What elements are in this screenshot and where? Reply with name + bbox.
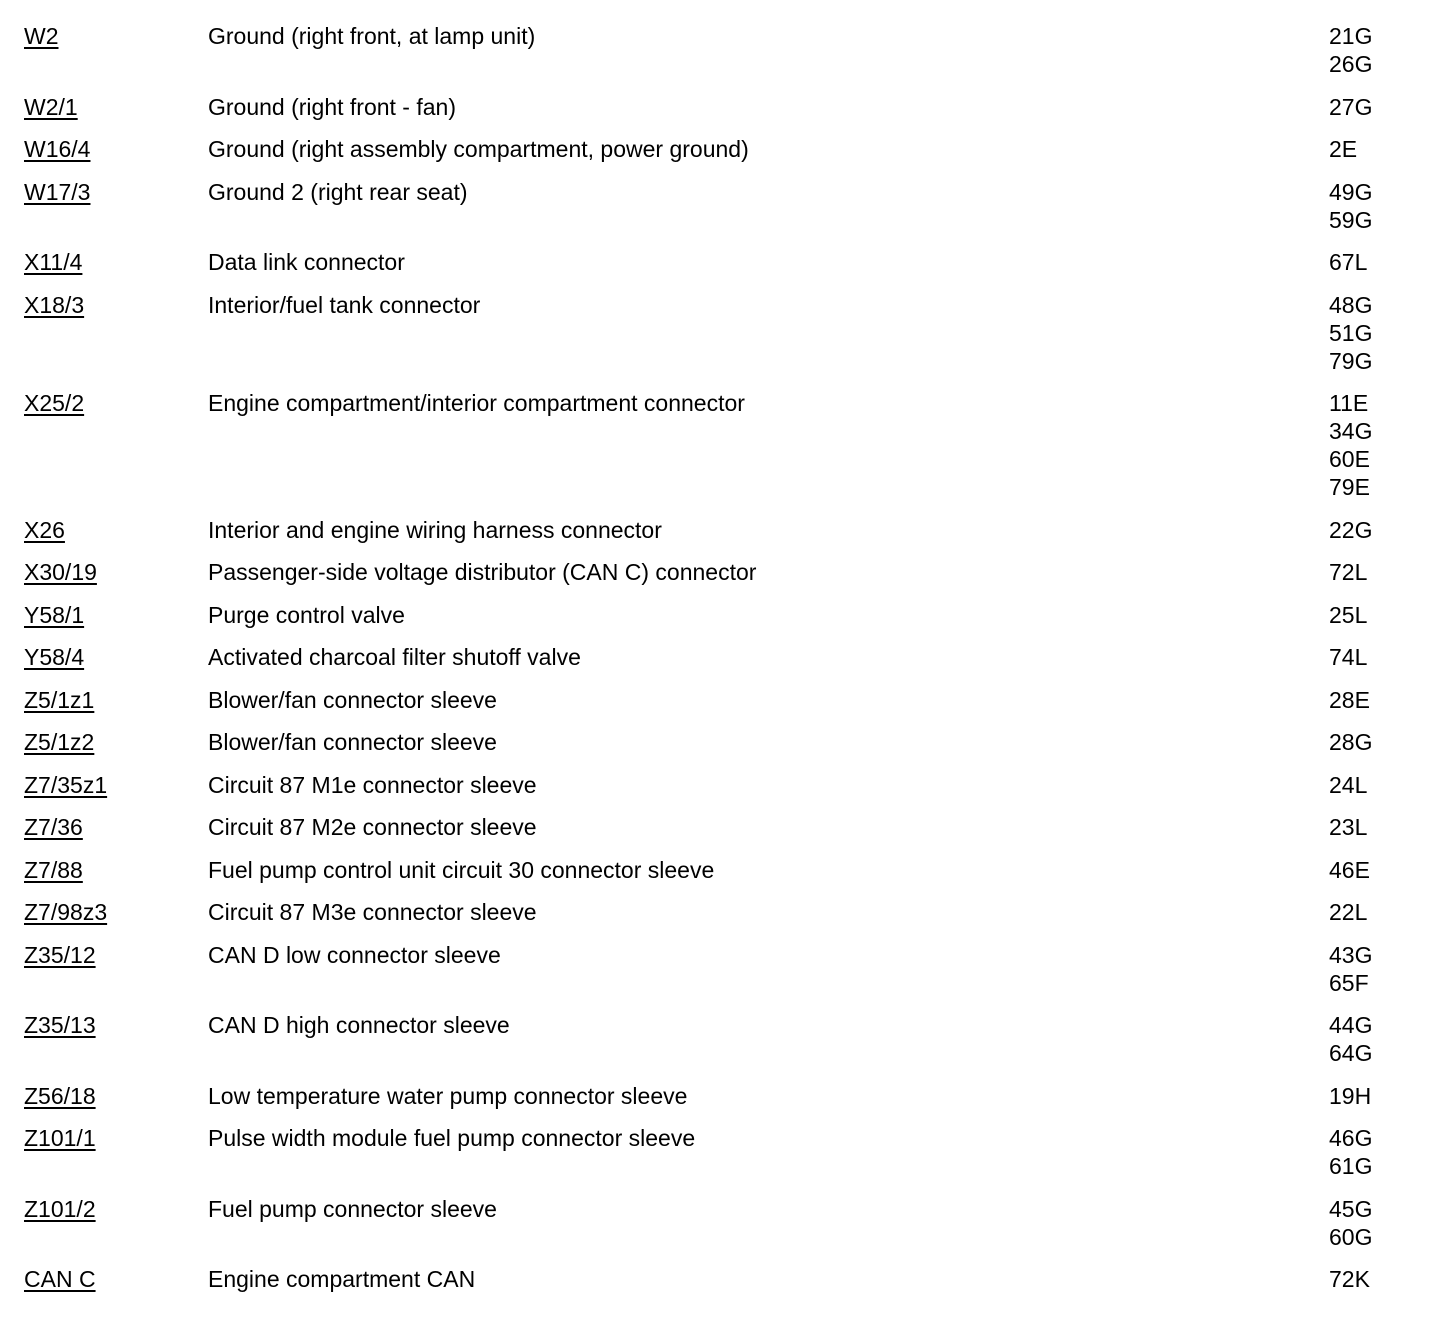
legend-row (0, 1124, 1440, 1180)
legend-row (0, 813, 1440, 841)
grid-reference: 79G (1329, 347, 1373, 374)
grid-reference: 46E (1329, 856, 1370, 883)
grid-reference: 72L (1329, 559, 1368, 585)
grid-reference: 27G (1329, 93, 1373, 120)
component-description: Purge control valve (208, 601, 405, 628)
component-code-cell (0, 248, 208, 276)
grid-reference: 64G (1329, 1040, 1373, 1066)
legend-row (0, 558, 1440, 586)
component-code-cell (0, 178, 208, 206)
component-code-link[interactable]: Z7/88 (24, 856, 83, 883)
grid-reference: 74L (1329, 644, 1368, 670)
legend-row (0, 898, 1440, 926)
component-code-link[interactable]: X11/4 (24, 249, 83, 275)
component-description: Engine compartment/interior compartment connector (208, 390, 745, 416)
component-code-link[interactable]: CAN C (24, 1266, 96, 1292)
component-description: Blower/fan connector sleeve (208, 729, 497, 755)
component-code-link[interactable]: Y58/1 (24, 601, 85, 628)
legend-row (0, 291, 1440, 375)
legend-row (0, 601, 1440, 629)
grid-reference: 60G (1329, 1223, 1373, 1250)
grid-reference: 11E (1329, 390, 1369, 416)
grid-reference: 79E (1329, 474, 1370, 500)
grid-reference-list (1329, 93, 1372, 121)
component-code-cell (0, 22, 208, 50)
legend-row (0, 686, 1440, 714)
grid-reference: 21G (1329, 23, 1373, 49)
component-code-link[interactable]: X18/3 (24, 291, 85, 318)
grid-reference: 72K (1329, 1266, 1370, 1292)
component-code-link[interactable]: Z5/1z2 (24, 729, 95, 755)
component-description: Blower/fan connector sleeve (208, 686, 497, 713)
component-description: Ground (right front, at lamp unit) (208, 23, 536, 49)
component-code-link[interactable]: Z101/1 (24, 1125, 96, 1151)
component-code-cell (0, 856, 208, 884)
legend-row (0, 22, 1440, 78)
component-code-link[interactable]: W2 (24, 23, 59, 49)
grid-reference: 22L (1329, 899, 1368, 925)
legend-row (0, 516, 1440, 544)
component-code-cell (0, 1082, 208, 1110)
component-code-link[interactable]: Z35/12 (24, 941, 96, 968)
component-code-link[interactable]: Z5/1z1 (24, 686, 95, 713)
grid-reference: 28E (1329, 686, 1370, 713)
component-code-cell (0, 771, 208, 799)
component-description: Ground (right assembly compartment, power ground) (208, 136, 749, 162)
component-code-cell (0, 558, 208, 586)
grid-reference: 23L (1329, 814, 1368, 840)
component-code-link[interactable]: W2/1 (24, 93, 78, 120)
grid-reference: 49G (1329, 178, 1373, 205)
component-description: Fuel pump control unit circuit 30 connector sleeve (208, 856, 715, 883)
grid-reference-list (1329, 558, 1367, 586)
component-description: Engine compartment CAN (208, 1266, 476, 1292)
component-code-link[interactable]: Y58/4 (24, 644, 85, 670)
component-code-cell (0, 643, 208, 671)
grid-reference: 25L (1329, 601, 1368, 628)
component-description: CAN D low connector sleeve (208, 941, 501, 968)
legend-row (0, 1011, 1440, 1067)
grid-reference: 46G (1329, 1125, 1373, 1151)
component-code-link[interactable]: W17/3 (24, 178, 91, 205)
component-code-cell (0, 389, 208, 417)
legend-row (0, 178, 1440, 234)
legend-row (0, 135, 1440, 163)
grid-reference-list (1329, 601, 1367, 629)
component-code-cell (0, 898, 208, 926)
grid-reference: 67L (1329, 249, 1368, 275)
component-code-cell (0, 601, 208, 629)
legend-row (0, 643, 1440, 671)
grid-reference-list (1329, 856, 1370, 884)
grid-reference-list (1329, 389, 1372, 501)
legend-row (0, 771, 1440, 799)
grid-reference-list (1329, 686, 1370, 714)
component-code-cell (0, 941, 208, 969)
component-code-cell (0, 1124, 208, 1152)
grid-reference: 24L (1329, 771, 1368, 798)
component-description: CAN D high connector sleeve (208, 1012, 510, 1038)
grid-reference: 26G (1329, 51, 1373, 77)
grid-reference-list (1329, 771, 1367, 799)
component-code-link[interactable]: Z56/18 (24, 1082, 96, 1109)
component-code-link[interactable]: Z7/36 (24, 814, 83, 840)
component-code-cell (0, 135, 208, 163)
component-description: Activated charcoal filter shutoff valve (208, 644, 581, 670)
grid-reference: 51G (1329, 319, 1373, 346)
component-description: Interior and engine wiring harness connector (208, 516, 662, 543)
legend-row (0, 1265, 1440, 1293)
component-description: Passenger-side voltage distributor (CAN C) connector (208, 559, 757, 585)
component-description: Ground (right front - fan) (208, 93, 456, 120)
component-description: Data link connector (208, 249, 405, 275)
grid-reference-list (1329, 898, 1367, 926)
legend-row (0, 1195, 1440, 1251)
grid-reference-list (1329, 1124, 1372, 1180)
legend-row (0, 856, 1440, 884)
grid-reference-list (1329, 643, 1367, 671)
component-code-cell (0, 1195, 208, 1223)
grid-reference: 28G (1329, 729, 1373, 755)
grid-reference-list (1329, 1195, 1372, 1251)
grid-reference: 34G (1329, 418, 1373, 444)
component-code-link[interactable]: Z101/2 (24, 1195, 96, 1222)
component-code-link[interactable]: Z7/98z3 (24, 899, 108, 925)
component-code-link[interactable]: X30/19 (24, 559, 97, 585)
component-code-cell (0, 1011, 208, 1039)
legend-row (0, 389, 1440, 501)
component-code-cell (0, 93, 208, 121)
component-code-cell (0, 291, 208, 319)
grid-reference-list (1329, 22, 1372, 78)
component-code-cell (0, 813, 208, 841)
grid-reference: 61G (1329, 1153, 1373, 1179)
component-description: Low temperature water pump connector sleeve (208, 1082, 688, 1109)
legend-row (0, 941, 1440, 997)
grid-reference: 2E (1329, 136, 1358, 162)
grid-reference-list (1329, 941, 1372, 997)
grid-reference-list (1329, 813, 1367, 841)
component-description: Pulse width module fuel pump connector sleeve (208, 1125, 696, 1151)
component-description: Fuel pump connector sleeve (208, 1195, 497, 1222)
grid-reference: 19H (1329, 1082, 1372, 1109)
grid-reference: 48G (1329, 291, 1373, 318)
grid-reference-list (1329, 178, 1372, 234)
component-description: Circuit 87 M1e connector sleeve (208, 771, 537, 798)
component-description: Circuit 87 M2e connector sleeve (208, 814, 537, 840)
grid-reference-list (1329, 1265, 1370, 1293)
grid-reference-list (1329, 135, 1357, 163)
grid-reference-list (1329, 1082, 1371, 1110)
component-code-cell (0, 686, 208, 714)
grid-reference: 59G (1329, 206, 1373, 233)
grid-reference-list (1329, 291, 1372, 375)
legend-row (0, 1082, 1440, 1110)
grid-reference-list (1329, 1011, 1372, 1067)
grid-reference: 45G (1329, 1195, 1373, 1222)
component-description: Ground 2 (right rear seat) (208, 178, 468, 205)
legend-row (0, 728, 1440, 756)
grid-reference-list (1329, 516, 1372, 544)
component-code-cell (0, 516, 208, 544)
component-code-link[interactable]: Z35/13 (24, 1012, 96, 1038)
grid-reference: 60E (1329, 446, 1370, 472)
grid-reference: 43G (1329, 941, 1373, 968)
component-code-link[interactable]: Z7/35z1 (24, 771, 108, 798)
grid-reference: 65F (1329, 969, 1369, 996)
component-code-link[interactable]: W16/4 (24, 136, 91, 162)
grid-reference: 44G (1329, 1012, 1373, 1038)
component-code-link[interactable]: X25/2 (24, 390, 85, 416)
legend-row (0, 248, 1440, 276)
component-description: Circuit 87 M3e connector sleeve (208, 899, 537, 925)
grid-reference: 22G (1329, 516, 1373, 543)
component-description: Interior/fuel tank connector (208, 291, 481, 318)
component-code-link[interactable]: X26 (24, 516, 65, 543)
grid-reference-list (1329, 248, 1367, 276)
legend-row (0, 93, 1440, 121)
component-code-cell (0, 1265, 208, 1293)
grid-reference-list (1329, 728, 1372, 756)
component-code-cell (0, 728, 208, 756)
